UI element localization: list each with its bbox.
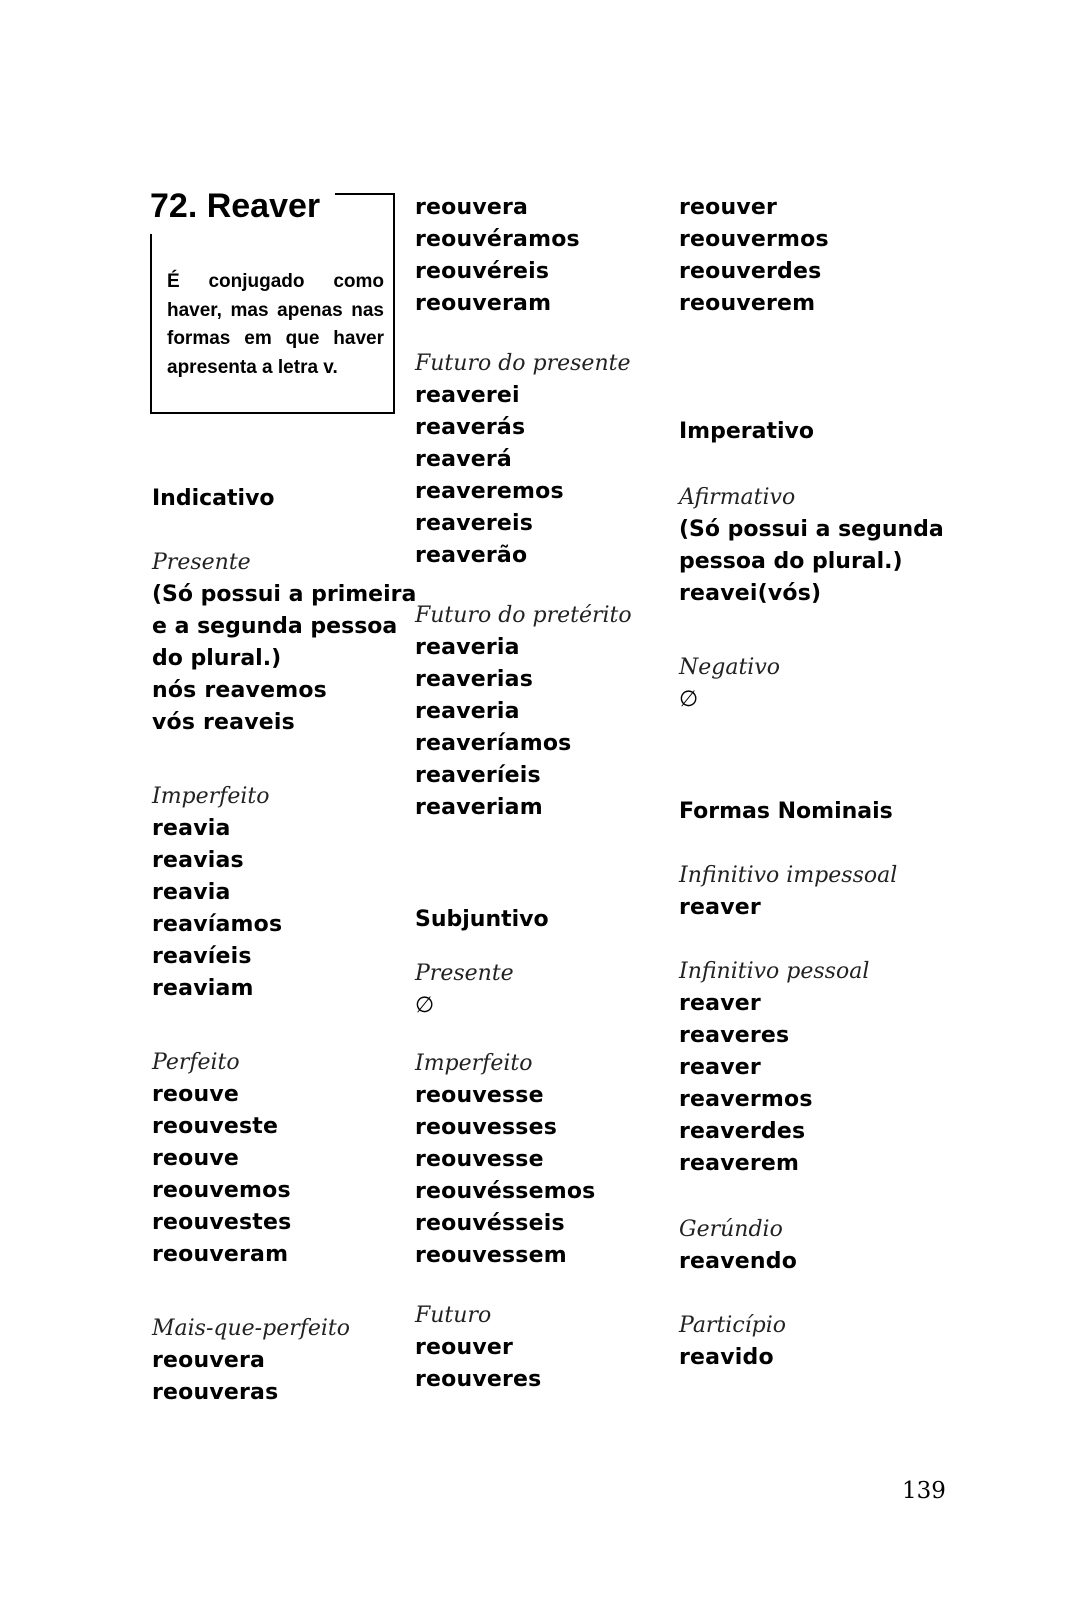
- imperativo-heading: Imperativo: [679, 419, 814, 444]
- list-item: reavei(vós): [679, 581, 822, 606]
- indicativo-heading: Indicativo: [152, 486, 275, 511]
- list-item: reaver: [679, 991, 761, 1016]
- list-item: reaverás: [415, 415, 526, 440]
- indicativo-mais-que-perfeito-label: Mais-que-perfeito: [152, 1316, 351, 1341]
- list-item: reaver: [679, 895, 761, 920]
- infinitivo-impessoal-label: Infinitivo impessoal: [679, 863, 898, 888]
- subjuntivo-heading: Subjuntivo: [415, 907, 549, 932]
- list-item: reaverdes: [679, 1119, 806, 1144]
- list-item: reouvéssemos: [415, 1179, 596, 1204]
- list-item: reavíamos: [152, 912, 283, 937]
- list-item: reouvemos: [152, 1178, 291, 1203]
- list-item: reouveras: [152, 1380, 279, 1405]
- list-item: reouverdes: [679, 259, 822, 284]
- list-item: reavias: [152, 848, 244, 873]
- empty-set-symbol: ∅: [415, 993, 435, 1018]
- list-item: reaveriam: [415, 795, 543, 820]
- list-item: reavia: [152, 880, 231, 905]
- column-3: [679, 192, 944, 1374]
- list-item: reavereis: [415, 511, 534, 536]
- list-item: reouvestes: [152, 1210, 292, 1235]
- box-bottom-border: [150, 412, 395, 414]
- list-item: reouvesses: [415, 1115, 558, 1140]
- list-item: reavermos: [679, 1087, 813, 1112]
- list-item: reouvermos: [679, 227, 829, 252]
- list-item: reaveres: [679, 1023, 790, 1048]
- list-item: reouvéreis: [415, 259, 550, 284]
- imperativo-negativo-label: Negativo: [679, 655, 781, 680]
- list-item: reouve: [152, 1146, 240, 1171]
- list-item: reouve: [152, 1082, 240, 1107]
- list-item: reaveria: [415, 635, 520, 660]
- list-item: reouvera: [152, 1348, 266, 1373]
- list-item: reouvésseis: [415, 1211, 565, 1236]
- list-item: reouver: [679, 195, 778, 220]
- list-item: reaverão: [415, 543, 528, 568]
- list-item: reaveríeis: [415, 763, 541, 788]
- indicativo-presente-note-3: do plural.): [152, 646, 282, 671]
- list-item: reaveremos: [415, 479, 564, 504]
- verb-title: 72. Reaver: [150, 187, 321, 225]
- subjuntivo-imperfeito-label: Imperfeito: [415, 1051, 533, 1076]
- infinitivo-pessoal-label: Infinitivo pessoal: [679, 959, 870, 984]
- list-item: reouvéramos: [415, 227, 580, 252]
- list-item: vós reaveis: [152, 710, 295, 735]
- list-item: reouveres: [415, 1367, 542, 1392]
- column-1: [152, 483, 417, 1409]
- list-item: reavíeis: [152, 944, 252, 969]
- indicativo-presente-note-2: e a segunda pessoa: [152, 614, 398, 639]
- list-item: reouveste: [152, 1114, 279, 1139]
- column-2: [415, 192, 670, 1396]
- participio-label: Particípio: [679, 1313, 787, 1338]
- futuro-preterito-label: Futuro do pretérito: [415, 603, 632, 628]
- imperativo-afirmativo-label: Afirmativo: [679, 485, 796, 510]
- list-item: reouvesse: [415, 1147, 544, 1172]
- list-item: reouvera: [415, 195, 529, 220]
- list-item: reouverem: [679, 291, 816, 316]
- page-number: 139: [902, 1478, 946, 1504]
- list-item: reaviam: [152, 976, 254, 1001]
- list-item: nós reavemos: [152, 678, 327, 703]
- subjuntivo-futuro-label: Futuro: [415, 1303, 492, 1328]
- box-left-border: [150, 234, 152, 414]
- formas-nominais-heading: Formas Nominais: [679, 799, 893, 824]
- list-item: reaverem: [679, 1151, 800, 1176]
- conjugation-note: É conjugado como haver, mas apenas nas formas em que haver apresenta a letra v.: [167, 271, 384, 378]
- gerundio-label: Gerúndio: [679, 1217, 783, 1242]
- list-item: reavendo: [679, 1249, 798, 1274]
- list-item: reaveria: [415, 699, 520, 724]
- list-item: reouveram: [415, 291, 552, 316]
- imperativo-note-1: (Só possui a segunda: [679, 517, 944, 542]
- subjuntivo-presente-label: Presente: [415, 961, 514, 986]
- list-item: reouvessem: [415, 1243, 567, 1268]
- list-item: reaver: [679, 1055, 761, 1080]
- list-item: reavido: [679, 1345, 774, 1370]
- box-top-border: [335, 193, 395, 195]
- indicativo-presente-note-1: (Só possui a primeira: [152, 582, 417, 607]
- list-item: reaverá: [415, 447, 512, 472]
- imperativo-note-2: pessoa do plural.): [679, 549, 903, 574]
- list-item: reaverei: [415, 383, 520, 408]
- empty-set-symbol: ∅: [679, 687, 699, 712]
- list-item: reaverias: [415, 667, 534, 692]
- futuro-presente-label: Futuro do presente: [415, 351, 631, 376]
- list-item: reavia: [152, 816, 231, 841]
- list-item: reouver: [415, 1335, 514, 1360]
- list-item: reouvesse: [415, 1083, 544, 1108]
- indicativo-presente-label: Presente: [152, 550, 251, 575]
- list-item: reouveram: [152, 1242, 289, 1267]
- indicativo-imperfeito-label: Imperfeito: [152, 784, 270, 809]
- box-right-border: [393, 193, 395, 414]
- indicativo-perfeito-label: Perfeito: [152, 1050, 240, 1075]
- list-item: reaveríamos: [415, 731, 572, 756]
